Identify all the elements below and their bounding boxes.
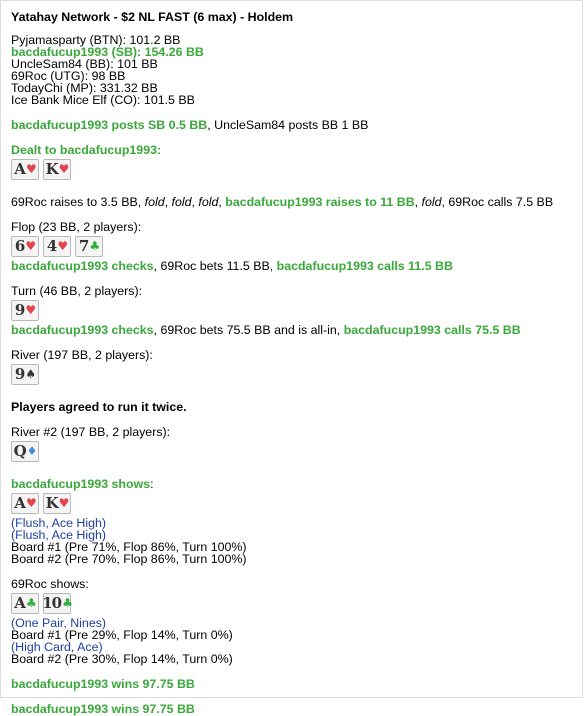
heart-icon: ♥ bbox=[25, 162, 36, 176]
playing-card: 4 ♥ bbox=[43, 236, 71, 257]
heart-icon: ♥ bbox=[25, 303, 36, 317]
hand-title: Yatahay Network - $2 NL FAST (6 max) - Holdem bbox=[11, 10, 294, 24]
playing-card: A ♥ bbox=[11, 493, 39, 514]
hero-action: bacdafucup1993 calls 75.5 BB bbox=[343, 323, 521, 337]
seat-name: UncleSam84 bbox=[11, 57, 82, 71]
playing-card: 9 ♠ bbox=[11, 364, 39, 385]
seat-stack: 98 BB bbox=[91, 69, 126, 83]
blinds-line: bacdafucup1993 posts SB 0.5 BB, UncleSam84 posts BB 1 BB bbox=[11, 118, 369, 132]
seat-row: 69Roc (UTG): 98 BB bbox=[11, 69, 126, 83]
seat-list bbox=[11, 34, 576, 106]
hand-description: (Flush, Ace High) bbox=[11, 528, 107, 542]
seat-stack: 154.26 BB bbox=[144, 45, 204, 59]
preflop-actions: 69Roc raises to 3.5 BB, fold, fold, fold, bacdafucup1993 raises to 11 BB, fold, 69Roc calls 7.5 BB bbox=[11, 195, 554, 209]
diamond-icon: ♦ bbox=[26, 444, 37, 458]
seat-row: TodayChi (MP): 331.32 BB bbox=[11, 81, 158, 95]
club-icon: ♣ bbox=[62, 596, 72, 610]
heart-icon: ♥ bbox=[58, 162, 69, 176]
hand-description: (High Card, Ace) bbox=[11, 640, 103, 654]
turn-actions: bacdafucup1993 checks, 69Roc bets 75.5 BB and is all-in, bacdafucup1993 calls 75.5 BB bbox=[11, 323, 521, 337]
flop-label: Flop (23 BB, 2 players): bbox=[11, 220, 142, 234]
seat-name: TodayChi bbox=[11, 81, 63, 95]
playing-card: 10 ♣ bbox=[42, 594, 72, 612]
turn-label: Turn (46 BB, 2 players): bbox=[11, 284, 143, 298]
playing-card: Q ♦ bbox=[11, 441, 39, 462]
board-equity: Board #2 (Pre 70%, Flop 86%, Turn 100%) bbox=[11, 552, 247, 566]
playing-card: 9 ♥ bbox=[11, 300, 39, 321]
board-equity: Board #1 (Pre 29%, Flop 14%, Turn 0%) bbox=[11, 628, 233, 642]
board-equity: Board #2 (Pre 30%, Flop 14%, Turn 0%) bbox=[11, 652, 233, 666]
board-equity: Board #1 (Pre 71%, Flop 86%, Turn 100%) bbox=[11, 540, 247, 554]
hero-action: bacdafucup1993 raises to 11 BB bbox=[225, 195, 415, 209]
seat-name: 69Roc bbox=[11, 69, 47, 83]
flop-actions: bacdafucup1993 checks, 69Roc bets 11.5 BB, bacdafucup1993 calls 11.5 BB bbox=[11, 259, 453, 273]
heart-icon: ♥ bbox=[57, 239, 68, 253]
playing-card: K ♥ bbox=[43, 493, 71, 514]
playing-card: A ♥ bbox=[11, 159, 39, 180]
heart-icon: ♥ bbox=[25, 496, 36, 510]
seat-stack: 331.32 BB bbox=[99, 81, 158, 95]
playing-card: A ♣ bbox=[11, 593, 39, 614]
hole-cards bbox=[11, 159, 576, 180]
seat-position: (UTG) bbox=[50, 69, 85, 83]
hero-shows-label: bacdafucup1993 shows: bbox=[11, 477, 154, 491]
seat-name: Ice Bank Mice Elf bbox=[11, 93, 107, 107]
river2-label: River #2 (197 BB, 2 players): bbox=[11, 425, 171, 439]
playing-card: 7 ♣ bbox=[75, 236, 103, 257]
hero-action: bacdafucup1993 calls 11.5 BB bbox=[276, 259, 453, 273]
seat-position: (MP) bbox=[66, 81, 93, 95]
hero-shown-cards bbox=[11, 493, 576, 514]
seat-position: (SB) bbox=[111, 45, 138, 59]
playing-card: 6 ♥ bbox=[11, 236, 39, 257]
hand-description: (Flush, Ace High) bbox=[11, 516, 107, 530]
river-cards bbox=[11, 364, 576, 385]
win-line: bacdafucup1993 wins 97.75 BB bbox=[11, 702, 195, 716]
river2-cards bbox=[11, 441, 576, 462]
seat-stack: 101.5 BB bbox=[143, 93, 195, 107]
hand-history bbox=[11, 10, 576, 715]
turn-cards bbox=[11, 300, 576, 321]
club-icon: ♣ bbox=[25, 596, 36, 610]
hand-description: (One Pair, Nines) bbox=[11, 616, 107, 630]
heart-icon: ♥ bbox=[25, 239, 36, 253]
villain-shows-label: 69Roc shows: bbox=[11, 577, 89, 591]
villain-shown-cards bbox=[11, 593, 576, 614]
hero-action: bacdafucup1993 checks bbox=[11, 259, 154, 273]
player-action: UncleSam84 posts BB 1 BB bbox=[214, 118, 369, 132]
seat-row-hero: bacdafucup1993 (SB): 154.26 BB bbox=[11, 45, 204, 59]
seat-row: Ice Bank Mice Elf (CO): 101.5 BB bbox=[11, 93, 195, 107]
seat-stack: 101 BB bbox=[117, 57, 158, 71]
seat-position: (BTN) bbox=[89, 33, 123, 47]
win-line: bacdafucup1993 wins 97.75 BB bbox=[11, 677, 195, 691]
run-twice-notice: Players agreed to run it twice. bbox=[11, 400, 187, 414]
seat-row: Pyjamasparty (BTN): 101.2 BB bbox=[11, 33, 181, 47]
club-icon: ♣ bbox=[89, 239, 100, 253]
seat-name: bacdafucup1993 bbox=[11, 45, 109, 59]
seat-position: (BB) bbox=[85, 57, 111, 71]
flop-cards bbox=[11, 236, 576, 257]
seat-row: UncleSam84 (BB): 101 BB bbox=[11, 57, 158, 71]
dealt-label: Dealt to bacdafucup1993: bbox=[11, 143, 162, 157]
heart-icon: ♥ bbox=[58, 496, 69, 510]
river-label: River (197 BB, 2 players): bbox=[11, 348, 153, 362]
seat-stack: 101.2 BB bbox=[129, 33, 181, 47]
hero-action: bacdafucup1993 checks bbox=[11, 323, 154, 337]
seat-position: (CO) bbox=[110, 93, 138, 107]
hero-action: bacdafucup1993 posts SB 0.5 BB bbox=[11, 118, 208, 132]
seat-name: Pyjamasparty bbox=[11, 33, 87, 47]
spade-icon: ♠ bbox=[25, 367, 36, 381]
playing-card: K ♥ bbox=[43, 159, 71, 180]
